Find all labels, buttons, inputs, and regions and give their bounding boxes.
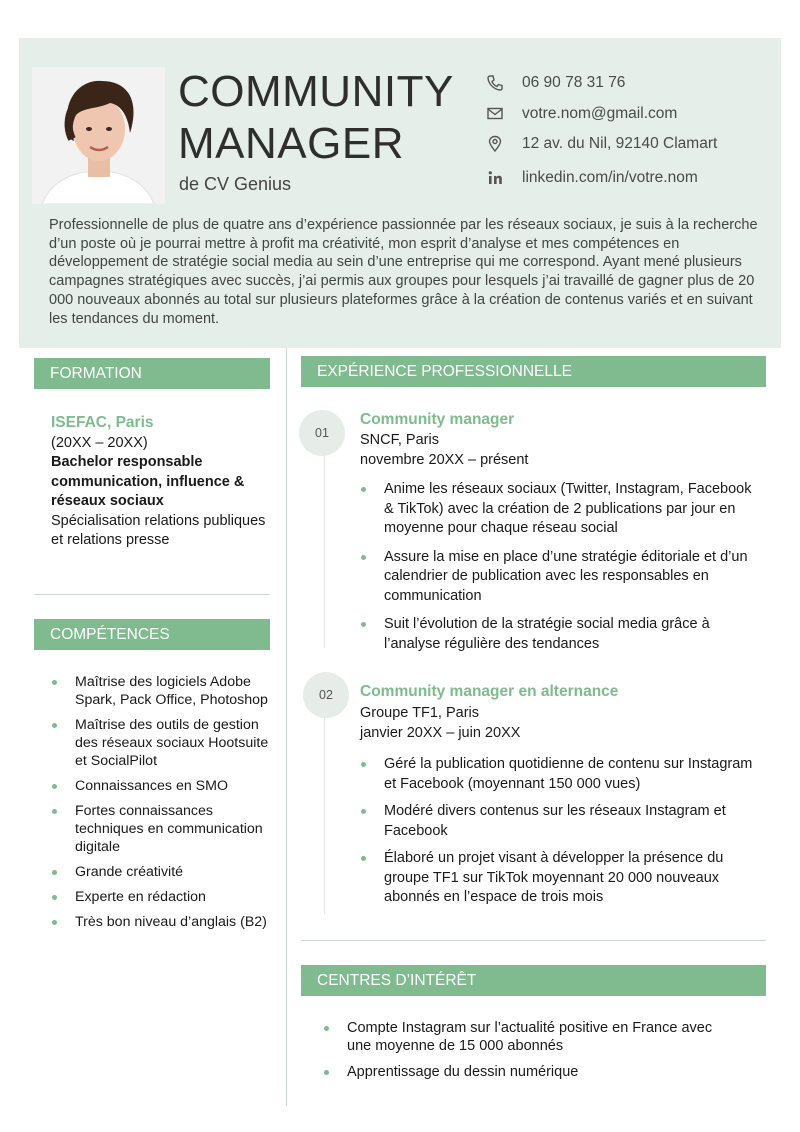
- job-title: Community manager: [360, 411, 515, 428]
- phone-icon: [486, 74, 504, 92]
- formation-degree: Bachelor responsable communication, influence & réseaux sociaux: [51, 454, 245, 509]
- list-item: Connaissances en SMO: [51, 777, 273, 795]
- list-item: Suit l’évolution de la stratégie social media grâce à l’analyse régulière des tendances: [360, 615, 755, 654]
- job-1-bullets: [360, 480, 755, 661]
- list-item: Géré la publication quotidienne de contenu sur Instagram et Facebook (moyennant 150 000 vues): [360, 755, 755, 794]
- list-item: Compte Instagram sur l’actualité positive en France avec une moyenne de 15 000 abonnés: [323, 1019, 733, 1055]
- experience-heading: EXPÉRIENCE PROFESSIONNELLE: [301, 356, 766, 387]
- list-item: Fortes connaissances techniques en communication digitale: [51, 802, 273, 856]
- formation-years: (20XX – 20XX): [51, 434, 148, 451]
- email-text: votre.nom@gmail.com: [522, 105, 678, 122]
- job-dates: janvier 20XX – juin 20XX: [360, 725, 521, 741]
- column-divider: [286, 348, 287, 1106]
- list-item: Experte en rédaction: [51, 888, 273, 906]
- interets-list: [323, 1019, 733, 1088]
- experience-separator: [301, 940, 766, 941]
- formation-separator: [34, 594, 270, 595]
- page-title: [178, 66, 478, 170]
- list-item: Modéré divers contenus sur les réseaux Instagram et Facebook: [360, 802, 755, 841]
- portrait-image: [32, 67, 165, 204]
- list-item: Assure la mise en place d’une stratégie éditoriale et d’un calendrier de publication avec les responsables en communication: [360, 548, 755, 607]
- address-text: 12 av. du Nil, 92140 Clamart: [522, 135, 718, 152]
- competences-list: [51, 673, 273, 938]
- job-2-bullets: [360, 755, 755, 915]
- list-item: Anime les réseaux sociaux (Twitter, Instagram, Facebook & TikTok) avec la création de 2 publications par jour en moyenne pour chaque réseau social: [360, 480, 755, 539]
- job-title: Community manager en alternance: [360, 683, 619, 700]
- profile-photo: [32, 67, 165, 204]
- list-item: Maîtrise des outils de gestion des réseaux sociaux Hootsuite et SocialPilot: [51, 716, 273, 770]
- formation-block: [51, 413, 266, 551]
- timeline-line-2: [324, 718, 325, 914]
- linkedin-icon: [486, 169, 504, 187]
- list-item: Élaboré un projet visant à développer la présence du groupe TF1 sur TikTok moyennant 20 000 nouveaux abonnés en l’espace de trois mois: [360, 849, 755, 908]
- formation-specialisation: Spécialisation relations publiques et relations presse: [51, 512, 266, 548]
- title-line-1: COMMUNITY: [178, 67, 454, 116]
- job-company: SNCF, Paris: [360, 432, 439, 448]
- formation-heading: FORMATION: [34, 358, 270, 389]
- location-pin-icon: [486, 135, 504, 153]
- job-company: Groupe TF1, Paris: [360, 705, 480, 721]
- title-line-2: MANAGER: [178, 119, 404, 168]
- linkedin-text: linkedin.com/in/votre.nom: [522, 169, 698, 186]
- job-dates: novembre 20XX – présent: [360, 452, 529, 468]
- profile-summary: Professionnelle de plus de quatre ans d’expérience passionnée par les réseaux sociaux, je suis à la recherche d’un poste où je pourrai mettre à profit ma créativité, mon esprit d’analyse et mes compétences en développement de stratégie social media au sein d’une entreprise qui me correspond. Ayant mené plusieurs campagnes stratégiques avec succès, j’ai permis aux groupes pour lesquels j’ai travaillé de gagner plus de 20 000 nouveaux abonnés au total sur plusieurs plateformes grâce à la création de contenus variés et en suivant les tendances du moment.: [49, 217, 758, 327]
- list-item: Maîtrise des logiciels Adobe Spark, Pack Office, Photoshop: [51, 673, 273, 709]
- competences-heading: COMPÉTENCES: [34, 619, 270, 650]
- list-item: Apprentissage du dessin numérique: [323, 1063, 733, 1081]
- interets-heading: CENTRES D’INTÉRÊT: [301, 965, 766, 996]
- formation-school: ISEFAC, Paris: [51, 414, 154, 431]
- subtitle: de CV Genius: [179, 174, 292, 194]
- timeline-line-1: [324, 456, 325, 648]
- list-item: Grande créativité: [51, 863, 273, 881]
- mail-icon: [486, 105, 504, 123]
- phone-text: 06 90 78 31 76: [522, 74, 626, 91]
- job-number-badge: 01: [299, 410, 345, 456]
- job-number-badge: 02: [303, 672, 349, 718]
- list-item: Très bon niveau d’anglais (B2): [51, 913, 273, 931]
